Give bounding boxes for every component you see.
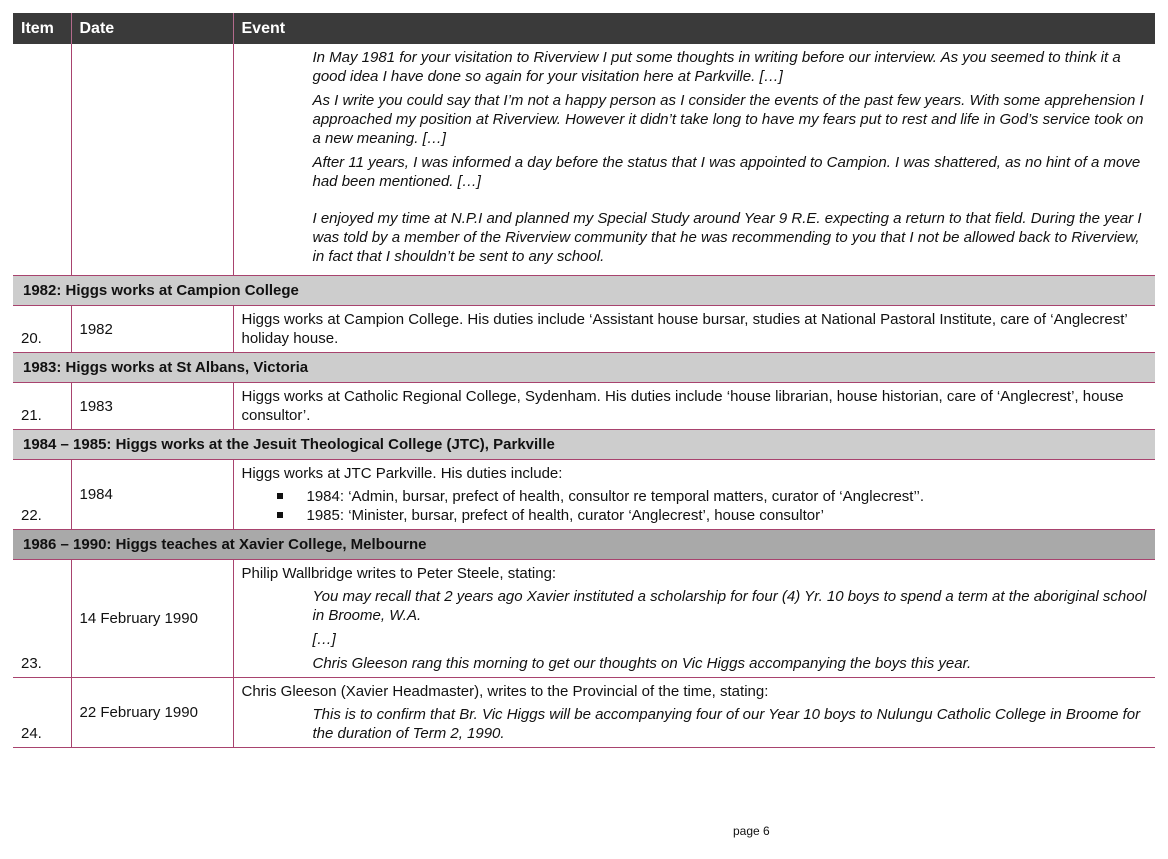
duties-list [277,487,1148,525]
table-row [13,306,1155,353]
event-cell: Higgs works at Campion College. His duties include ‘Assistant house bursar, studies at National Pastoral Institute, care of ‘Anglecrest’ holiday house. [233,306,1155,353]
page-number: page 6 [733,824,770,838]
table-header-row [13,13,1155,44]
date-cell: 1982 [71,306,233,353]
quote-text: This is to confirm that Br. Vic Higgs will be accompanying four of our Year 10 boys to Nulungu Catholic College in Broome for the duration of Term 2, 1990. [312,706,1141,742]
quote-text: I enjoyed my time at N.P.I and planned my Special Study around Year 9 R.E. expecting a return to that field. During the year I was told by a member of the Riverview community that he was recommending to you that I not be allowed back to Riverview, in fact that I shouldn’t be sent to any school. [312,210,1142,265]
section-heading: 1984 – 1985: Higgs works at the Jesuit Theological College (JTC), Parkville [13,430,1155,460]
event-cell [233,678,1155,748]
section-heading: 1983: Higgs works at St Albans, Victoria [13,353,1155,383]
square-bullet-icon [277,512,283,518]
quote-text: Chris Gleeson rang this morning to get our thoughts on Vic Higgs accompanying the boys this year. [312,655,972,672]
event-text: Chris Gleeson (Xavier Headmaster), writes to the Provincial of the time, stating: [241,683,769,700]
table-row-continued [13,44,1155,276]
section-row [13,276,1155,306]
header-item: Item [13,13,71,44]
quote-text: In May 1981 for your visitation to Riverview I put some thoughts in writing before our interview. As you seemed to think it a good idea I have done so again for your visitation here at Parkville. […] [312,49,1121,85]
item-number: 20. [13,306,71,353]
date-cell: 1984 [71,460,233,530]
header-date: Date [71,13,233,44]
list-item-text: 1984: ‘Admin, bursar, prefect of health, consultor re temporal matters, curator of ‘Anglecrest’’. [306,488,925,505]
item-number: 23. [13,560,71,678]
table-row [13,678,1155,748]
section-heading: 1982: Higgs works at Campion College [13,276,1155,306]
quote-text: […] [312,631,336,648]
list-item [277,487,1148,506]
header-event: Event [233,13,1155,44]
section-heading: 1986 – 1990: Higgs teaches at Xavier College, Melbourne [13,530,1155,560]
quote-text: You may recall that 2 years ago Xavier instituted a scholarship for four (4) Yr. 10 boys to spend a term at the aboriginal school in Broome, W.A. [312,588,1147,624]
event-text: Philip Wallbridge writes to Peter Steele, stating: [241,565,557,582]
list-item [277,506,1148,525]
chronology-table [13,13,1155,748]
event-cell [233,460,1155,530]
event-cell [233,44,1155,276]
quote-text: As I write you could say that I’m not a happy person as I consider the events of the past few years. With some apprehension I approached my position at Riverview. However it didn’t take long to have my fears put to rest and life in God’s service took on a new meaning. […] [312,92,1144,147]
date-cell: 22 February 1990 [71,678,233,748]
date-cell: 14 February 1990 [71,560,233,678]
square-bullet-icon [277,493,283,499]
table-row [13,383,1155,430]
event-text: Higgs works at JTC Parkville. His duties include: [241,465,563,482]
section-row [13,430,1155,460]
item-number: 22. [13,460,71,530]
date-cell: 1983 [71,383,233,430]
section-row [13,530,1155,560]
table-row [13,560,1155,678]
list-item-text: 1985: ‘Minister, bursar, prefect of health, curator ‘Anglecrest’, house consultor’ [306,507,824,524]
quote-text: After 11 years, I was informed a day before the status that I was appointed to Campion. I was shattered, as no hint of a move had been mentioned. […] [312,154,1141,190]
event-cell: Higgs works at Catholic Regional College, Sydenham. His duties include ‘house librarian, house historian, care of ‘Anglecrest’, house consultor’. [233,383,1155,430]
event-cell [233,560,1155,678]
date-cell [71,44,233,276]
item-number: 21. [13,383,71,430]
item-cell [13,44,71,276]
item-number: 24. [13,678,71,748]
section-row [13,353,1155,383]
table-row [13,460,1155,530]
